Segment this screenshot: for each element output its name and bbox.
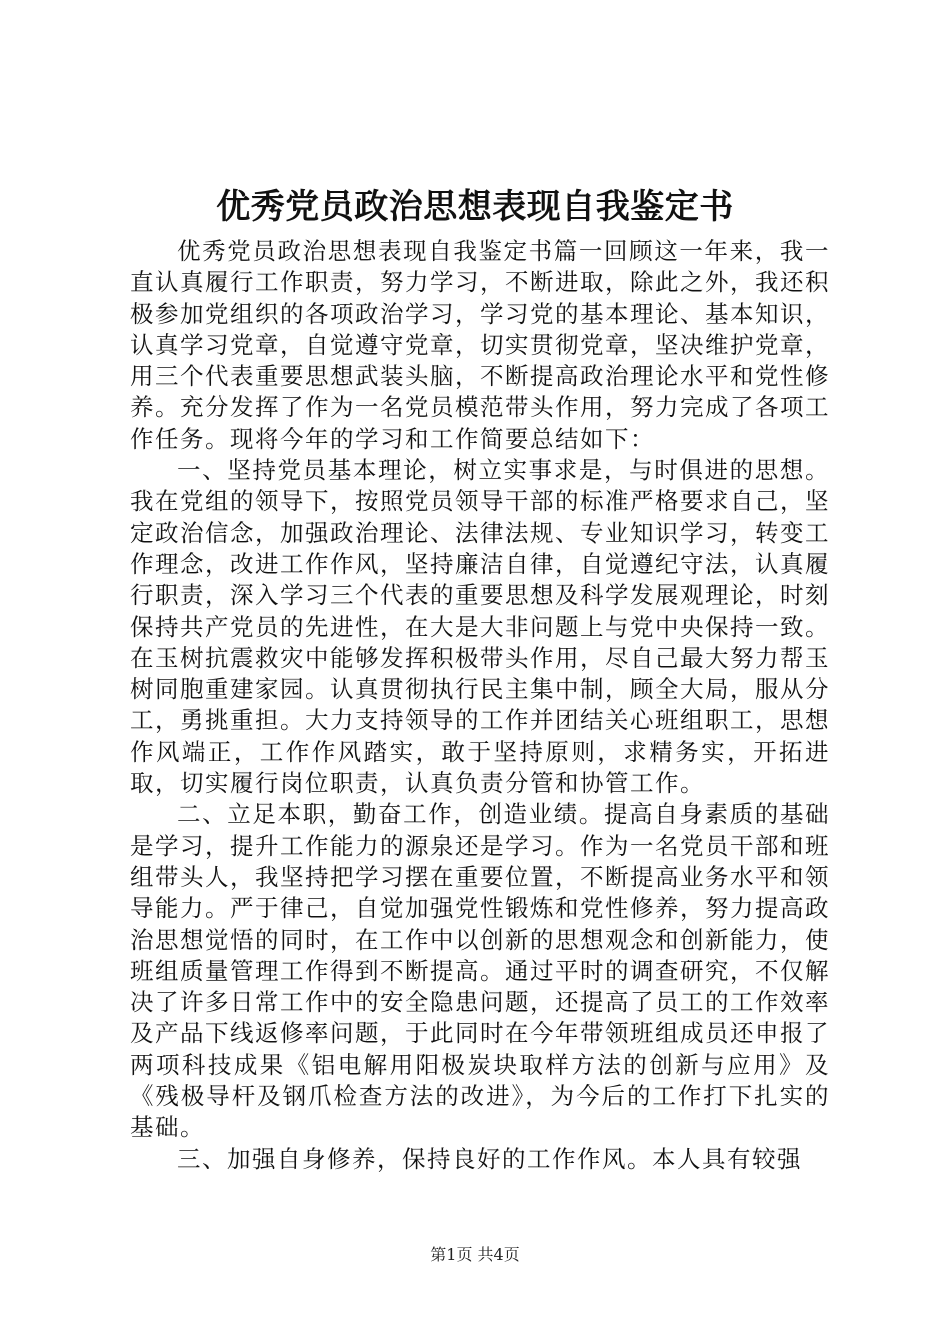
paragraph-section-1: 一、坚持党员基本理论，树立实事求是，与时俱进的思想。我在党组的领导下，按照党员领导干部的标准严格要求自己，坚定政治信念，加强政治理论、法律法规、专业知识学习，转变工作理念，改进工作作风，坚持廉洁自律，自觉遵纪守法，认真履行职责，深入学习三个代表的重要思想及科学发展观理论，时刻保持共产党员的先进性，在大是大非问题上与党中央保持一致。在玉树抗震救灾中能够发挥积极带头作用，尽自己最大努力帮玉树同胞重建家园。认真贯彻执行民主集中制，顾全大局，服从分工，勇挑重担。大力支持领导的工作并团结关心班组职工，思想作风端正，工作作风踏实，敢于坚持原则，求精务实，开拓进取，切实履行岗位职责，认真负责分管和协管工作。	[130, 456, 830, 798]
document-title: 优秀党员政治思想表现自我鉴定书	[216, 187, 734, 227]
document-body	[130, 236, 830, 1175]
paragraph-intro: 优秀党员政治思想表现自我鉴定书篇一回顾这一年来，我一直认真履行工作职责，努力学习，不断进取，除此之外，我还积极参加党组织的各项政治学习，学习党的基本理论、基本知识，认真学习党章，自觉遵守党章，切实贯彻党章，坚决维护党章，用三个代表重要思想武装头脑，不断提高政治理论水平和党性修养。充分发挥了作为一名党员模范带头作用，努力完成了各项工作任务。现将今年的学习和工作简要总结如下：	[130, 237, 830, 453]
paragraph-section-3: 三、加强自身修养，保持良好的工作作风。本人具有较强	[177, 1144, 802, 1173]
paragraph-section-2: 二、立足本职，勤奋工作，创造业绩。提高自身素质的基础是学习，提升工作能力的源泉还是学习。作为一名党员干部和班组带头人，我坚持把学习摆在重要位置，不断提高业务水平和领导能力。严于律己，自觉加强党性锻炼和党性修养，努力提高政治思想觉悟的同时，在工作中以创新的思想观念和创新能力，使班组质量管理工作得到不断提高。通过平时的调查研究，不仅解决了许多日常工作中的安全隐患问题，还提高了员工的工作效率及产品下线返修率问题，于此同时在今年带领班组成员还申报了两项科技成果《铝电解用阳极炭块取样方法的创新与应用》及《残极导杆及钢爪检查方法的改进》，为今后的工作打下扎实的基础。	[130, 800, 830, 1142]
page-number-footer: 第1页 共4页	[430, 1245, 520, 1264]
